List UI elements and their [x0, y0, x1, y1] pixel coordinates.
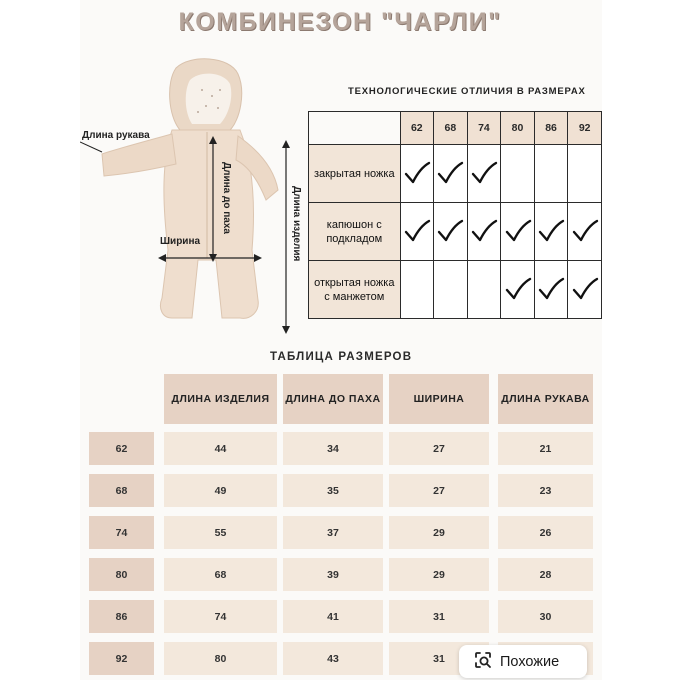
- tech-row-lined-hood: [309, 203, 602, 261]
- check-cell: [534, 145, 568, 203]
- check-cell: [568, 203, 602, 261]
- check-cell: [467, 145, 501, 203]
- item-length-label: Длина изделия: [291, 186, 302, 262]
- check-cell: [568, 261, 602, 319]
- check-cell: [501, 261, 535, 319]
- size-label: 80: [89, 558, 154, 591]
- tech-size-header: 86: [534, 112, 568, 145]
- check-cell: [434, 203, 468, 261]
- check-icon: [403, 160, 431, 188]
- check-cell: [501, 145, 535, 203]
- value-crotch-length: 41: [283, 600, 383, 633]
- product-infographic: [80, 0, 602, 680]
- check-cell: [434, 145, 468, 203]
- value-sleeve-length: 30: [498, 600, 593, 633]
- value-width: 29: [389, 558, 489, 591]
- value-crotch-length: 35: [283, 474, 383, 507]
- check-cell: [467, 203, 501, 261]
- check-cell: [467, 261, 501, 319]
- tech-size-header: 80: [501, 112, 535, 145]
- tech-header-row: [309, 112, 602, 145]
- check-icon: [436, 218, 464, 246]
- value-sleeve-length: 23: [498, 474, 593, 507]
- check-cell: [400, 261, 434, 319]
- tech-table-title: ТЕХНОЛОГИЧЕСКИЕ ОТЛИЧИЯ В РАЗМЕРАХ: [348, 86, 586, 97]
- similar-items-button[interactable]: [459, 645, 587, 678]
- tech-differences-table: [308, 111, 602, 319]
- value-sleeve-length: 21: [498, 432, 593, 465]
- value-width: 31: [389, 600, 489, 633]
- header-item-length: ДЛИНА ИЗДЕЛИЯ: [164, 374, 277, 424]
- tech-size-header: 92: [568, 112, 602, 145]
- check-icon: [504, 276, 532, 304]
- size-label: 68: [89, 474, 154, 507]
- check-cell: [400, 145, 434, 203]
- value-sleeve-length: 26: [498, 516, 593, 549]
- check-cell: [501, 203, 535, 261]
- check-cell: [534, 203, 568, 261]
- tech-row-closed-foot: [309, 145, 602, 203]
- size-label: 92: [89, 642, 154, 675]
- tech-corner-cell: [309, 112, 401, 145]
- jumpsuit-illustration: [80, 50, 302, 350]
- value-item-length: 80: [164, 642, 277, 675]
- crotch-length-label: Длина до паха: [221, 162, 232, 234]
- value-sleeve-length: 28: [498, 558, 593, 591]
- check-icon: [537, 276, 565, 304]
- size-label: 62: [89, 432, 154, 465]
- check-icon: [403, 218, 431, 246]
- tech-size-header: 62: [400, 112, 434, 145]
- check-cell: [434, 261, 468, 319]
- feature-label: открытая ножка с манжетом: [309, 261, 401, 319]
- feature-label: закрытая ножка: [309, 145, 401, 203]
- sleeve-length-label: Длина рукава: [82, 130, 150, 141]
- width-label: Ширина: [160, 236, 201, 247]
- check-icon: [470, 160, 498, 188]
- value-width: 27: [389, 432, 489, 465]
- size-label: 74: [89, 516, 154, 549]
- value-width: 29: [389, 516, 489, 549]
- size-table-title: ТАБЛИЦА РАЗМЕРОВ: [270, 351, 413, 363]
- value-crotch-length: 37: [283, 516, 383, 549]
- jumpsuit-image: [80, 50, 302, 350]
- value-width: 27: [389, 474, 489, 507]
- check-icon: [537, 218, 565, 246]
- tech-size-header: 74: [467, 112, 501, 145]
- header-width: ШИРИНА: [389, 374, 489, 424]
- value-item-length: 68: [164, 558, 277, 591]
- check-cell: [568, 145, 602, 203]
- page-title: КОМБИНЕЗОН "ЧАРЛИ": [178, 8, 502, 36]
- value-item-length: 74: [164, 600, 277, 633]
- size-label: 86: [89, 600, 154, 633]
- value-item-length: 44: [164, 432, 277, 465]
- check-icon: [571, 218, 599, 246]
- check-cell: [534, 261, 568, 319]
- value-width: 31: [389, 642, 489, 675]
- feature-label: капюшон с подкладом: [309, 203, 401, 261]
- check-icon: [504, 218, 532, 246]
- header-sleeve-length: ДЛИНА РУКАВА: [498, 374, 593, 424]
- check-cell: [400, 203, 434, 261]
- value-crotch-length: 39: [283, 558, 383, 591]
- check-icon: [571, 276, 599, 304]
- search-image-icon: [473, 650, 493, 674]
- check-icon: [470, 218, 498, 246]
- similar-items-label: Похожие: [500, 653, 560, 670]
- tech-row-open-foot-cuff: [309, 261, 602, 319]
- value-crotch-length: 43: [283, 642, 383, 675]
- value-item-length: 55: [164, 516, 277, 549]
- tech-size-header: 68: [434, 112, 468, 145]
- value-item-length: 49: [164, 474, 277, 507]
- check-icon: [436, 160, 464, 188]
- header-crotch-length: ДЛИНА ДО ПАХА: [283, 374, 383, 424]
- value-crotch-length: 34: [283, 432, 383, 465]
